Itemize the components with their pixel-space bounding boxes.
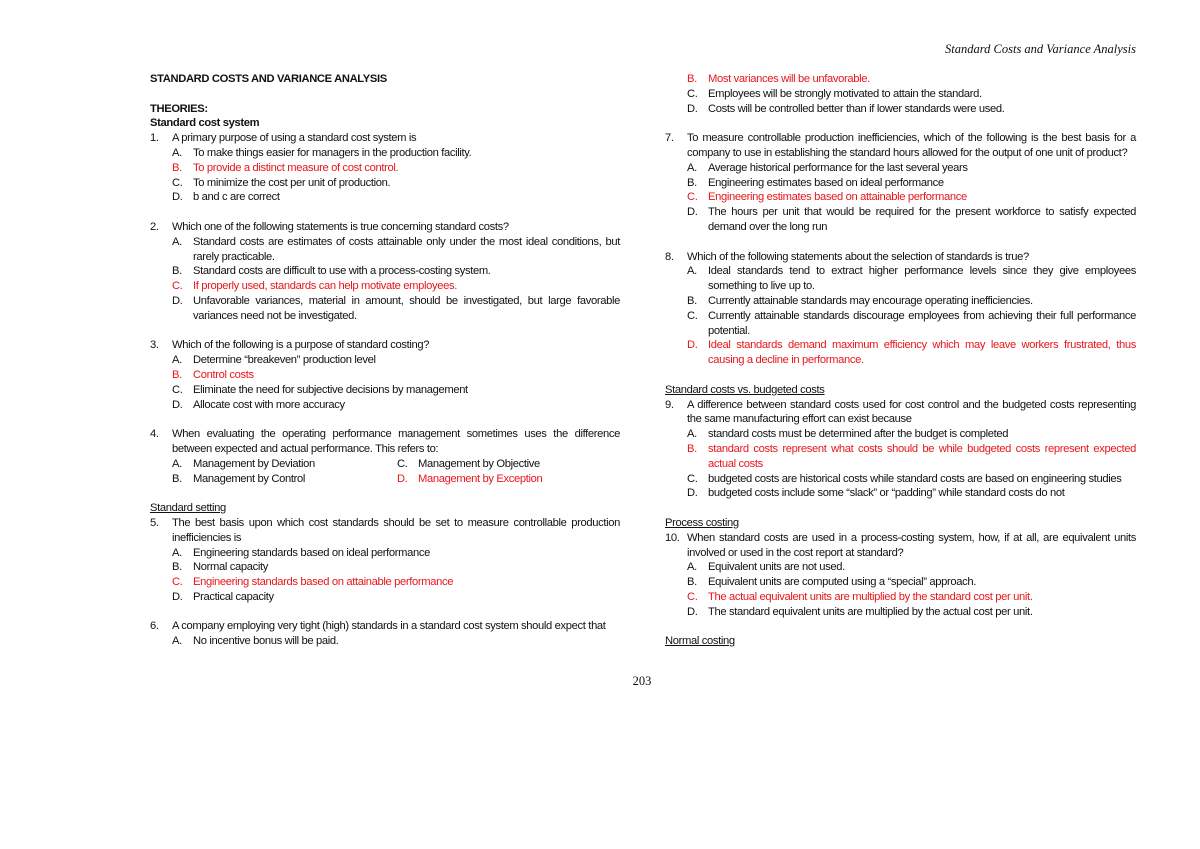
option-letter: A. <box>687 428 697 441</box>
option-letter: C. <box>172 383 183 396</box>
option-letter: D. <box>172 294 183 307</box>
option-letter: B. <box>687 576 697 589</box>
option-letter: A. <box>172 354 182 367</box>
option-letter: B. <box>172 472 182 485</box>
option-letter: A. <box>687 161 697 174</box>
option-text: Standard costs are difficult to use with a process-costing system. <box>193 265 491 278</box>
question-number: 5. <box>150 516 159 529</box>
option-letter: D. <box>397 472 408 485</box>
option-letter: B. <box>172 265 182 278</box>
question-number: 10. <box>665 531 680 544</box>
option-text: Engineering standards based on ideal performance <box>193 546 430 559</box>
correct-answer <box>687 338 1136 368</box>
question-number: 9. <box>665 398 674 411</box>
question-6-continued <box>665 72 1136 116</box>
option-text: Currently attainable standards discourage employees from achieving their full performance potential. <box>708 309 1136 337</box>
question-number: 1. <box>150 132 159 145</box>
theories-heading: THEORIES: <box>150 102 208 115</box>
option-text: Normal capacity <box>193 561 268 574</box>
question-number: 8. <box>665 250 674 263</box>
question-8 <box>665 250 1136 368</box>
option-text: budgeted costs are historical costs while standard costs are based on engineering studies <box>708 472 1122 485</box>
left-column <box>150 72 620 649</box>
page-number: 203 <box>632 674 652 688</box>
correct-answer <box>172 279 620 294</box>
section-heading-standard-cost-system: Standard cost system <box>150 117 260 130</box>
option-letter: D. <box>687 339 698 352</box>
correct-answer <box>687 442 1136 472</box>
option-letter: D. <box>687 605 698 618</box>
option-text: The hours per unit that would be required for the present workforce to satisfy expected demand over the long run <box>708 206 1136 233</box>
option-text: Costs will be controlled better than if lower standards were used. <box>708 102 1005 115</box>
option-letter: D. <box>172 590 183 603</box>
option-text: Management by Deviation <box>193 457 315 470</box>
option-text: Control costs <box>193 368 254 381</box>
section-heading-normal-costing: Normal costing <box>665 635 735 648</box>
option-letter: C. <box>687 191 698 204</box>
option-text: Practical capacity <box>193 590 274 603</box>
question-text: A company employing very tight (high) standards in a standard cost system should expect that <box>172 620 606 633</box>
option-letter: D. <box>172 398 183 411</box>
correct-answer <box>397 472 622 487</box>
option-letter: B. <box>687 294 697 307</box>
question-number: 4. <box>150 428 159 441</box>
option-letter: D. <box>687 102 698 115</box>
option-letter: C. <box>172 280 183 293</box>
section-heading-process-costing: Process costing <box>665 516 739 529</box>
option-letter: C. <box>397 457 408 470</box>
question-text: Which of the following is a purpose of standard costing? <box>172 339 430 352</box>
option-text: To minimize the cost per unit of production. <box>193 176 391 189</box>
section-heading-standard-vs-budgeted: Standard costs vs. budgeted costs <box>665 383 825 396</box>
option-text: Currently attainable standards may encourage operating inefficiencies. <box>708 294 1033 307</box>
option-letter: D. <box>687 487 698 500</box>
question-number: 2. <box>150 220 159 233</box>
correct-answer <box>172 575 620 590</box>
right-column <box>665 72 1136 649</box>
correct-answer <box>687 72 1136 87</box>
option-text: budgeted costs include some “slack” or “padding” while standard costs do not <box>708 487 1065 500</box>
running-head: Standard Costs and Variance Analysis <box>945 42 1136 56</box>
question-text: The best basis upon which cost standards should be set to measure controllable production inefficiencies is <box>172 516 620 544</box>
option-letter: A. <box>172 635 182 648</box>
option-text: Engineering estimates based on attainable performance <box>708 191 967 204</box>
correct-answer <box>687 190 1136 205</box>
question-number: 3. <box>150 339 159 352</box>
option-letter: B. <box>172 561 182 574</box>
option-text: To make things easier for managers in the production facility. <box>193 146 472 159</box>
option-text: No incentive bonus will be paid. <box>193 635 339 648</box>
option-text: b and c are correct <box>193 191 280 204</box>
question-text: Which one of the following statements is true concerning standard costs? <box>172 220 509 233</box>
option-text: standard costs represent what costs should be while budgeted costs represent expected actual costs <box>708 442 1136 470</box>
option-text: Standard costs are estimates of costs attainable only under the most ideal conditions, but rarely practicable. <box>193 235 620 263</box>
option-text: Most variances will be unfavorable. <box>708 73 870 85</box>
question-text: Which of the following statements about the selection of standards is true? <box>687 250 1029 263</box>
correct-answer <box>687 590 1136 605</box>
option-text: Management by Control <box>193 472 306 485</box>
option-text: standard costs must be determined after the budget is completed <box>708 428 1009 441</box>
option-text: Ideal standards demand maximum efficiency which may leave workers frustrated, thus causing a decline in performance. <box>708 339 1136 367</box>
option-text: Determine “breakeven” production level <box>193 354 376 367</box>
section-heading-standard-setting: Standard setting <box>150 502 226 515</box>
option-text: Engineering standards based on attainable performance <box>193 576 454 589</box>
option-text: Employees will be strongly motivated to attain the standard. <box>708 87 982 100</box>
question-number: 7. <box>665 132 674 145</box>
question-3 <box>150 338 620 412</box>
question-5 <box>150 516 620 605</box>
option-letter: B. <box>172 161 182 174</box>
question-9 <box>665 398 1136 502</box>
question-text: When standard costs are used in a process-costing system, how, if at all, are equivalent units involved or used in the cost report at standard? <box>687 531 1136 559</box>
option-letter: C. <box>172 576 183 589</box>
question-10 <box>665 531 1136 620</box>
option-text: Management by Objective <box>418 457 540 470</box>
option-text: Equivalent units are computed using a “special” approach. <box>708 576 976 589</box>
option-letter: C. <box>687 590 698 603</box>
option-text: Engineering estimates based on ideal performance <box>708 176 944 189</box>
option-letter: A. <box>172 546 182 559</box>
option-letter: B. <box>687 73 697 85</box>
option-letter: A. <box>172 146 182 159</box>
option-letter: C. <box>687 309 698 322</box>
option-text: If properly used, standards can help motivate employees. <box>193 280 457 293</box>
option-letter: A. <box>172 235 182 248</box>
question-number: 6. <box>150 620 159 633</box>
question-1 <box>150 131 620 205</box>
option-letter: A. <box>687 265 697 278</box>
question-4 <box>150 427 620 486</box>
question-6 <box>150 619 620 649</box>
option-letter: B. <box>172 368 182 381</box>
option-letter: B. <box>687 442 697 455</box>
option-letter: C. <box>172 176 183 189</box>
option-text: To provide a distinct measure of cost control. <box>193 161 399 174</box>
option-letter: B. <box>687 176 697 189</box>
option-letter: D. <box>172 191 183 204</box>
option-letter: A. <box>172 457 182 470</box>
correct-answer <box>172 161 620 176</box>
question-text: When evaluating the operating performance management sometimes uses the difference between expected and actual performance. This refers to: <box>172 428 620 455</box>
option-letter: A. <box>687 561 697 574</box>
option-text: The standard equivalent units are multiplied by the actual cost per unit. <box>708 605 1033 618</box>
option-text: Eliminate the need for subjective decisions by management <box>193 383 468 396</box>
option-letter: C. <box>687 472 698 485</box>
correct-answer <box>172 368 620 383</box>
option-letter: D. <box>687 206 698 219</box>
option-text: Equivalent units are not used. <box>708 561 845 574</box>
question-7 <box>665 131 1136 235</box>
question-2 <box>150 220 620 324</box>
option-letter: C. <box>687 87 698 100</box>
option-text: The actual equivalent units are multiplied by the standard cost per unit. <box>708 590 1033 603</box>
option-text: Average historical performance for the last several years <box>708 161 968 174</box>
question-text: A difference between standard costs used for cost control and the budgeted costs representing the same manufacturing effort can exist because <box>687 398 1136 426</box>
option-text: Allocate cost with more accuracy <box>193 398 345 411</box>
document-title: STANDARD COSTS AND VARIANCE ANALYSIS <box>150 73 387 85</box>
option-text: Ideal standards tend to extract higher performance levels since they give employees something to live up to. <box>708 265 1136 293</box>
question-text: A primary purpose of using a standard cost system is <box>172 132 417 145</box>
option-text: Unfavorable variances, material in amount, should be investigated, but large favorable variances need not be investigated. <box>193 294 620 322</box>
option-text: Management by Exception <box>418 472 543 485</box>
question-text: To measure controllable production inefficiencies, which of the following is the best basis for a company to use in establishing the standard hours allowed for the output of one unit of product? <box>687 132 1136 159</box>
